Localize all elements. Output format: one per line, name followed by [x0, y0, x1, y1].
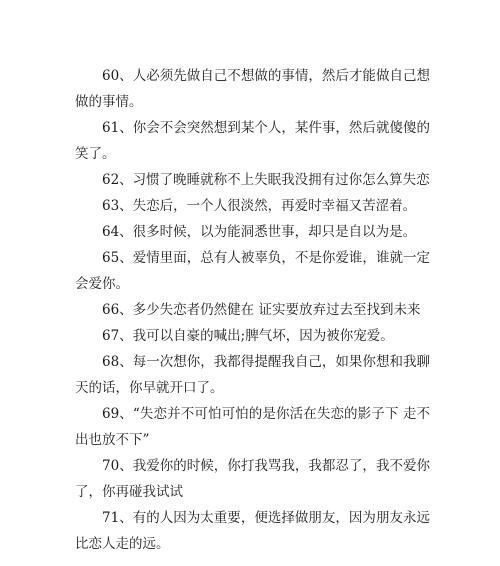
- paragraph-66: 66、多少失恋者仍然健在 证实要放弃过去至找到未来: [102, 302, 421, 318]
- paragraph-61: 61、你会不会突然想到某个人，某件事，然后就傻傻的笑了。: [75, 120, 430, 162]
- paragraph-68: 68、每一次想你，我都得提醒我自己，如果你想和我聊天的话，你早就开口了。: [75, 354, 430, 396]
- paragraph-65: 65、爱情里面，总有人被辜负，不是你爱谁，谁就一定会爱你。: [75, 250, 430, 292]
- paragraph-60: 60、人必须先做自己不想做的事情，然后才能做自己想做的事情。: [75, 68, 430, 110]
- paragraph-70: 70、我爱你的时候，你打我骂我，我都忍了，我不爱你了，你再碰我试试: [75, 458, 430, 500]
- page-bottom-edge: [0, 556, 500, 566]
- paragraph-62: 62、习惯了晚睡就称不上失眠我没拥有过你怎么算失恋: [102, 172, 430, 188]
- paragraph-71: 71、有的人因为太重要，便选择做朋友，因为朋友永远比恋人走的远。: [75, 510, 430, 552]
- paragraph-64: 64、很多时候，以为能洞悉世事，却只是自以为是。: [102, 224, 417, 240]
- paragraph-69: 69、“失恋并不可怕可怕的是你活在失恋的影子下 走不出也放不下”: [75, 406, 430, 448]
- document-body: [75, 63, 430, 557]
- paragraph-63: 63、失恋后，一个人很淡然，再爱时幸福又苦涩着。: [102, 198, 417, 214]
- paragraph-67: 67、我可以自豪的喊出;脾气坏，因为被你宠爱。: [102, 328, 394, 344]
